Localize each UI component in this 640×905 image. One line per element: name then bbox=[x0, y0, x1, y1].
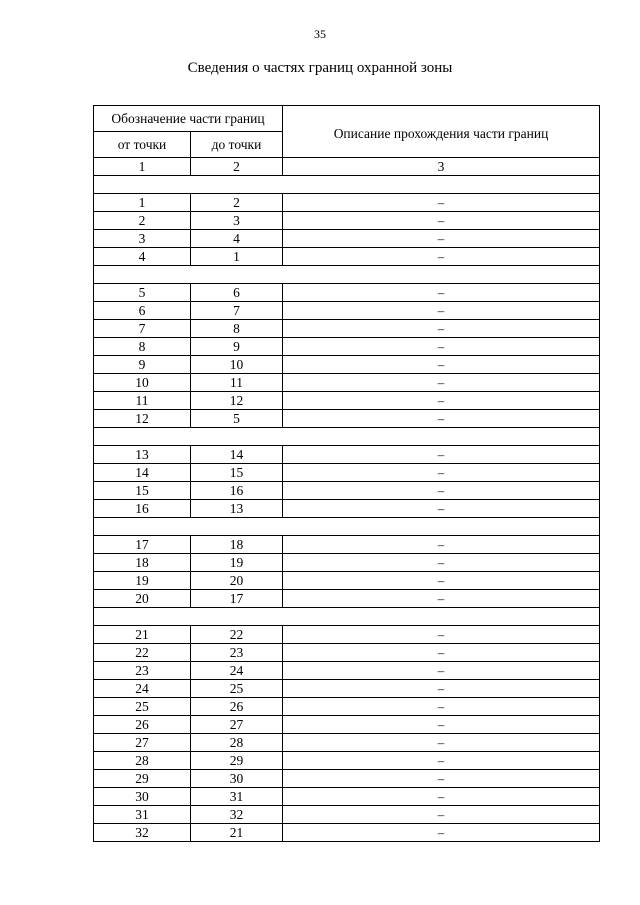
from-point-cell: 2 bbox=[94, 212, 191, 230]
table-row bbox=[94, 824, 600, 842]
from-point-cell: 11 bbox=[94, 392, 191, 410]
to-point-cell: 28 bbox=[191, 734, 283, 752]
to-point-cell: 24 bbox=[191, 662, 283, 680]
description-cell: – bbox=[283, 680, 600, 698]
description-cell: – bbox=[283, 752, 600, 770]
description-cell: – bbox=[283, 374, 600, 392]
group-separator-row bbox=[94, 266, 600, 284]
to-point-cell: 26 bbox=[191, 698, 283, 716]
table-row bbox=[94, 500, 600, 518]
table-row bbox=[94, 698, 600, 716]
to-point-cell: 9 bbox=[191, 338, 283, 356]
to-point-cell: 29 bbox=[191, 752, 283, 770]
table-row bbox=[94, 572, 600, 590]
boundary-table bbox=[93, 105, 600, 842]
description-cell: – bbox=[283, 662, 600, 680]
to-point-cell: 16 bbox=[191, 482, 283, 500]
description-cell: – bbox=[283, 626, 600, 644]
to-point-cell: 27 bbox=[191, 716, 283, 734]
to-point-cell: 12 bbox=[191, 392, 283, 410]
to-point-cell: 13 bbox=[191, 500, 283, 518]
to-point-cell: 20 bbox=[191, 572, 283, 590]
table-row bbox=[94, 806, 600, 824]
description-cell: – bbox=[283, 734, 600, 752]
table-row bbox=[94, 770, 600, 788]
description-cell: – bbox=[283, 284, 600, 302]
from-point-cell: 15 bbox=[94, 482, 191, 500]
from-point-cell: 29 bbox=[94, 770, 191, 788]
to-point-cell: 7 bbox=[191, 302, 283, 320]
group-separator bbox=[94, 266, 600, 284]
from-point-cell: 16 bbox=[94, 500, 191, 518]
table-row bbox=[94, 212, 600, 230]
from-point-cell: 27 bbox=[94, 734, 191, 752]
table-row bbox=[94, 284, 600, 302]
description-cell: – bbox=[283, 482, 600, 500]
table-row bbox=[94, 356, 600, 374]
description-cell: – bbox=[283, 302, 600, 320]
table-row bbox=[94, 392, 600, 410]
to-point-cell: 3 bbox=[191, 212, 283, 230]
from-point-cell: 17 bbox=[94, 536, 191, 554]
to-point-cell: 23 bbox=[191, 644, 283, 662]
to-point-cell: 11 bbox=[191, 374, 283, 392]
to-point-cell: 30 bbox=[191, 770, 283, 788]
from-point-cell: 12 bbox=[94, 410, 191, 428]
to-point-cell: 8 bbox=[191, 320, 283, 338]
table-row bbox=[94, 482, 600, 500]
table-row bbox=[94, 446, 600, 464]
group-separator-row bbox=[94, 608, 600, 626]
to-point-cell: 22 bbox=[191, 626, 283, 644]
from-point-cell: 25 bbox=[94, 698, 191, 716]
table-row bbox=[94, 644, 600, 662]
from-point-cell: 20 bbox=[94, 590, 191, 608]
from-point-cell: 28 bbox=[94, 752, 191, 770]
description-cell: – bbox=[283, 644, 600, 662]
description-cell: – bbox=[283, 212, 600, 230]
table-row bbox=[94, 374, 600, 392]
description-cell: – bbox=[283, 500, 600, 518]
description-cell: – bbox=[283, 230, 600, 248]
to-point-cell: 17 bbox=[191, 590, 283, 608]
to-point-cell: 5 bbox=[191, 410, 283, 428]
from-point-cell: 22 bbox=[94, 644, 191, 662]
group-separator-row bbox=[94, 518, 600, 536]
description-cell: – bbox=[283, 572, 600, 590]
from-point-cell: 1 bbox=[94, 194, 191, 212]
column-number-row bbox=[94, 158, 600, 176]
description-cell: – bbox=[283, 590, 600, 608]
description-cell: – bbox=[283, 698, 600, 716]
to-point-cell: 14 bbox=[191, 446, 283, 464]
description-cell: – bbox=[283, 554, 600, 572]
to-point-cell: 6 bbox=[191, 284, 283, 302]
from-point-cell: 5 bbox=[94, 284, 191, 302]
table-row bbox=[94, 248, 600, 266]
description-cell: – bbox=[283, 320, 600, 338]
to-point-cell: 2 bbox=[191, 194, 283, 212]
table-row bbox=[94, 338, 600, 356]
group-separator-row bbox=[94, 428, 600, 446]
description-cell: – bbox=[283, 356, 600, 374]
from-point-cell: 3 bbox=[94, 230, 191, 248]
page-number: 35 bbox=[314, 27, 326, 41]
description-header: Описание прохождения части границ bbox=[283, 106, 600, 158]
table-row bbox=[94, 464, 600, 482]
from-point-cell: 18 bbox=[94, 554, 191, 572]
header-row bbox=[94, 106, 600, 132]
description-cell: – bbox=[283, 806, 600, 824]
table-row bbox=[94, 590, 600, 608]
from-point-cell: 8 bbox=[94, 338, 191, 356]
from-point-cell: 32 bbox=[94, 824, 191, 842]
from-point-cell: 26 bbox=[94, 716, 191, 734]
to-point-cell: 15 bbox=[191, 464, 283, 482]
table-row bbox=[94, 410, 600, 428]
description-cell: – bbox=[283, 446, 600, 464]
designation-header: Обозначение части границ bbox=[94, 106, 283, 132]
from-point-cell: 7 bbox=[94, 320, 191, 338]
table-row bbox=[94, 302, 600, 320]
description-cell: – bbox=[283, 194, 600, 212]
description-cell: – bbox=[283, 824, 600, 842]
from-point-cell: 19 bbox=[94, 572, 191, 590]
table-row bbox=[94, 320, 600, 338]
group-separator bbox=[94, 176, 600, 194]
from-point-cell: 10 bbox=[94, 374, 191, 392]
description-cell: – bbox=[283, 248, 600, 266]
table-row bbox=[94, 734, 600, 752]
group-separator bbox=[94, 428, 600, 446]
page-title: Сведения о частях границ охранной зоны bbox=[187, 60, 453, 76]
from-point-cell: 4 bbox=[94, 248, 191, 266]
to-point-cell: 10 bbox=[191, 356, 283, 374]
to-point-cell: 21 bbox=[191, 824, 283, 842]
description-cell: – bbox=[283, 716, 600, 734]
to-point-cell: 32 bbox=[191, 806, 283, 824]
description-cell: – bbox=[283, 392, 600, 410]
table-row bbox=[94, 788, 600, 806]
from-point-cell: 14 bbox=[94, 464, 191, 482]
table-row bbox=[94, 680, 600, 698]
to-point-cell: 1 bbox=[191, 248, 283, 266]
table-row bbox=[94, 194, 600, 212]
from-point-cell: 23 bbox=[94, 662, 191, 680]
table-row bbox=[94, 716, 600, 734]
description-cell: – bbox=[283, 464, 600, 482]
group-separator bbox=[94, 518, 600, 536]
from-point-cell: 6 bbox=[94, 302, 191, 320]
description-cell: – bbox=[283, 770, 600, 788]
description-cell: – bbox=[283, 410, 600, 428]
table-row bbox=[94, 554, 600, 572]
column-number: 3 bbox=[283, 158, 600, 176]
from-point-cell: 21 bbox=[94, 626, 191, 644]
from-point-cell: 24 bbox=[94, 680, 191, 698]
to-point-cell: 25 bbox=[191, 680, 283, 698]
table-row bbox=[94, 536, 600, 554]
description-cell: – bbox=[283, 788, 600, 806]
table-row bbox=[94, 626, 600, 644]
from-point-header: от точки bbox=[94, 132, 191, 158]
column-number: 2 bbox=[191, 158, 283, 176]
description-cell: – bbox=[283, 338, 600, 356]
from-point-cell: 31 bbox=[94, 806, 191, 824]
from-point-cell: 30 bbox=[94, 788, 191, 806]
to-point-cell: 4 bbox=[191, 230, 283, 248]
group-separator bbox=[94, 608, 600, 626]
description-cell: – bbox=[283, 536, 600, 554]
from-point-cell: 13 bbox=[94, 446, 191, 464]
from-point-cell: 9 bbox=[94, 356, 191, 374]
group-separator-row bbox=[94, 176, 600, 194]
to-point-cell: 31 bbox=[191, 788, 283, 806]
table-row bbox=[94, 662, 600, 680]
table-row bbox=[94, 752, 600, 770]
column-number: 1 bbox=[94, 158, 191, 176]
to-point-cell: 19 bbox=[191, 554, 283, 572]
table-row bbox=[94, 230, 600, 248]
to-point-header: до точки bbox=[191, 132, 283, 158]
to-point-cell: 18 bbox=[191, 536, 283, 554]
